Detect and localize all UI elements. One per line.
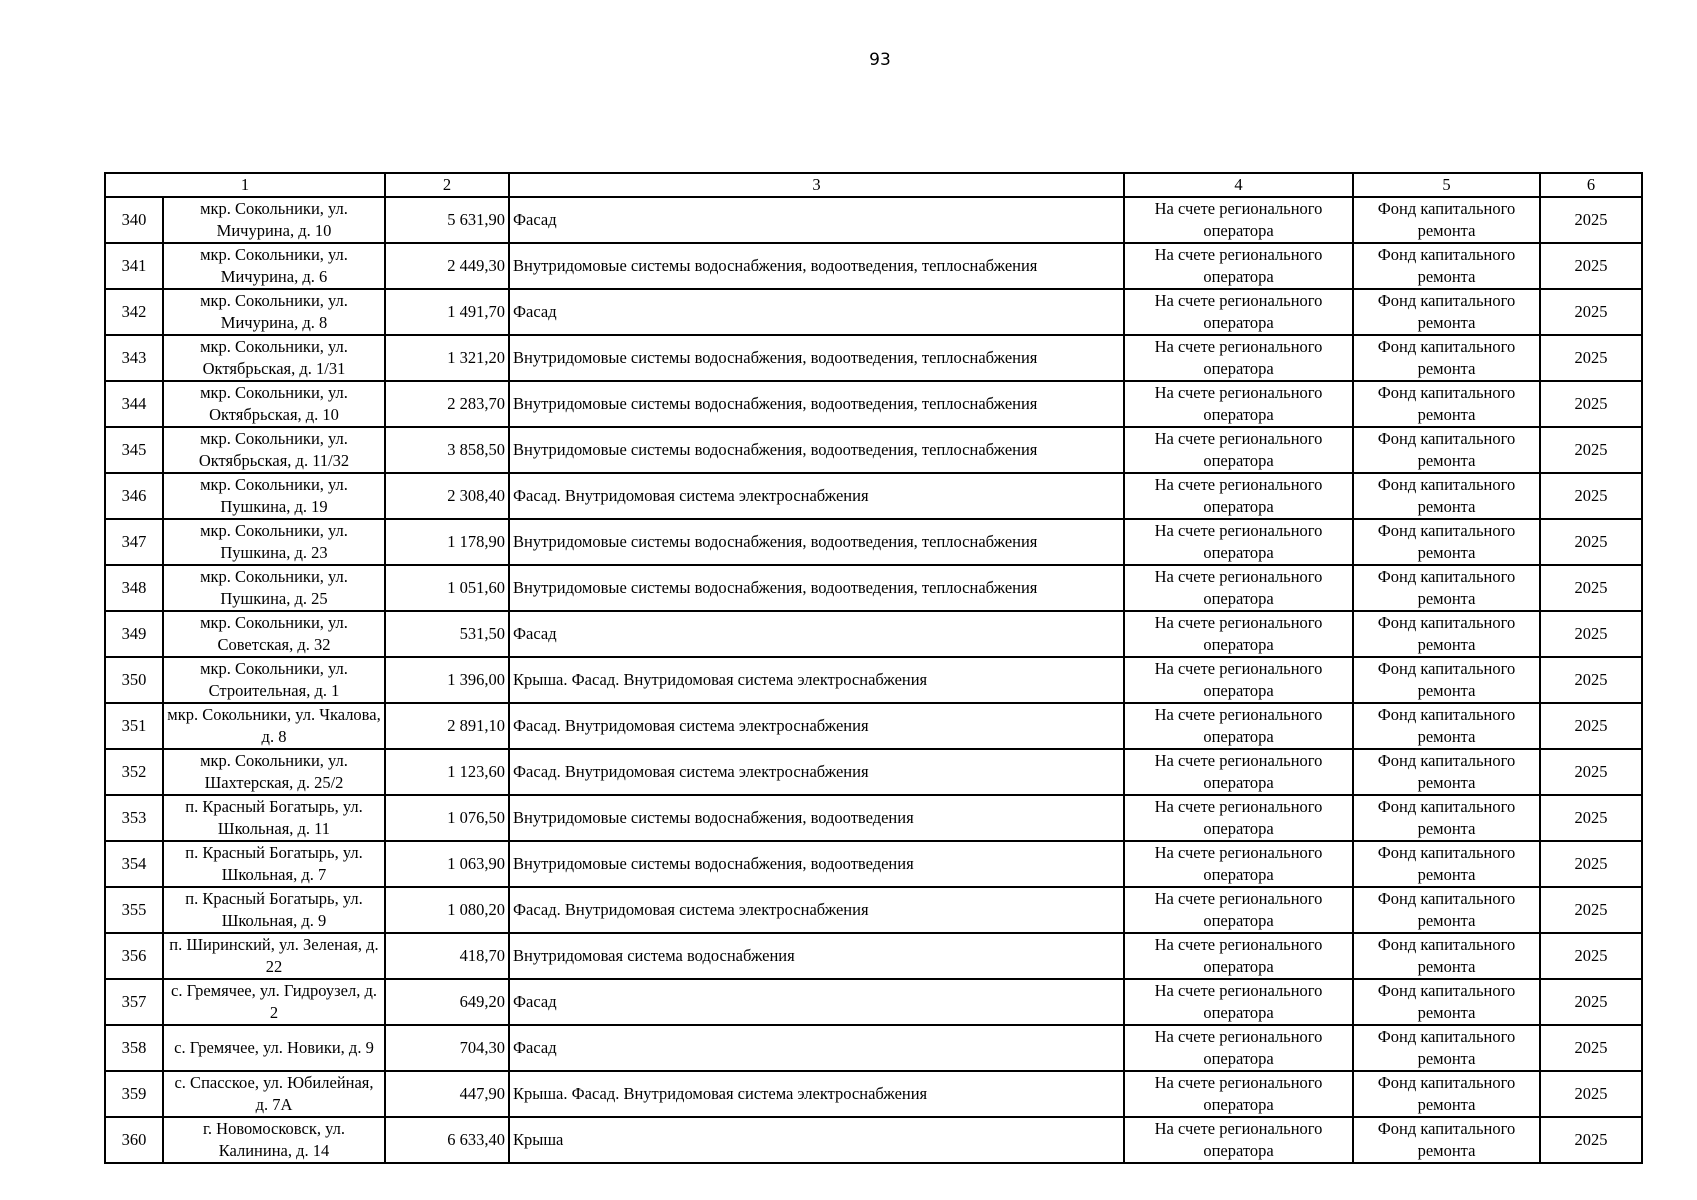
table-row	[105, 565, 1642, 611]
account-cell: На счете регионального оператора	[1124, 473, 1353, 519]
row-number: 358	[105, 1025, 163, 1071]
row-number: 347	[105, 519, 163, 565]
works-cell: Внутридомовые системы водоснабжения, водоотведения, теплоснабжения	[509, 519, 1124, 565]
page-number: 93	[869, 50, 891, 70]
account-cell: На счете регионального оператора	[1124, 749, 1353, 795]
address-cell: мкр. Сокольники, ул. Советская, д. 32	[163, 611, 385, 657]
table-row	[105, 335, 1642, 381]
works-cell: Внутридомовые системы водоснабжения, водоотведения, теплоснабжения	[509, 427, 1124, 473]
table-row	[105, 749, 1642, 795]
table-row	[105, 933, 1642, 979]
works-cell: Внутридомовые системы водоснабжения, водоотведения, теплоснабжения	[509, 381, 1124, 427]
funding-source-cell: Фонд капитального ремонта	[1353, 289, 1540, 335]
row-number: 349	[105, 611, 163, 657]
year-cell: 2025	[1540, 289, 1642, 335]
row-number: 356	[105, 933, 163, 979]
address-cell: с. Гремячее, ул. Гидроузел, д. 2	[163, 979, 385, 1025]
year-cell: 2025	[1540, 795, 1642, 841]
table-row	[105, 887, 1642, 933]
row-number: 354	[105, 841, 163, 887]
area-cell: 3 858,50	[385, 427, 509, 473]
funding-source-cell: Фонд капитального ремонта	[1353, 197, 1540, 243]
funding-source-cell: Фонд капитального ремонта	[1353, 381, 1540, 427]
address-cell: с. Гремячее, ул. Новики, д. 9	[163, 1025, 385, 1071]
funding-source-cell: Фонд капитального ремонта	[1353, 979, 1540, 1025]
year-cell: 2025	[1540, 243, 1642, 289]
area-cell: 447,90	[385, 1071, 509, 1117]
table-row	[105, 427, 1642, 473]
account-cell: На счете регионального оператора	[1124, 519, 1353, 565]
account-cell: На счете регионального оператора	[1124, 197, 1353, 243]
works-cell: Внутридомовые системы водоснабжения, водоотведения, теплоснабжения	[509, 335, 1124, 381]
table-row	[105, 243, 1642, 289]
funding-source-cell: Фонд капитального ремонта	[1353, 795, 1540, 841]
year-cell: 2025	[1540, 979, 1642, 1025]
row-number: 343	[105, 335, 163, 381]
header-cell-1: 1	[105, 173, 385, 197]
table-row	[105, 473, 1642, 519]
area-cell: 1 396,00	[385, 657, 509, 703]
funding-source-cell: Фонд капитального ремонта	[1353, 565, 1540, 611]
funding-source-cell: Фонд капитального ремонта	[1353, 1025, 1540, 1071]
funding-source-cell: Фонд капитального ремонта	[1353, 1071, 1540, 1117]
works-cell: Фасад	[509, 979, 1124, 1025]
address-cell: с. Спасское, ул. Юбилейная, д. 7А	[163, 1071, 385, 1117]
account-cell: На счете регионального оператора	[1124, 289, 1353, 335]
account-cell: На счете регионального оператора	[1124, 703, 1353, 749]
row-number: 357	[105, 979, 163, 1025]
area-cell: 5 631,90	[385, 197, 509, 243]
row-number: 353	[105, 795, 163, 841]
funding-source-cell: Фонд капитального ремонта	[1353, 611, 1540, 657]
row-number: 350	[105, 657, 163, 703]
works-cell: Крыша. Фасад. Внутридомовая система электроснабжения	[509, 1071, 1124, 1117]
works-cell: Крыша	[509, 1117, 1124, 1163]
table-row	[105, 289, 1642, 335]
address-cell: п. Красный Богатырь, ул. Школьная, д. 9	[163, 887, 385, 933]
address-cell: п. Красный Богатырь, ул. Школьная, д. 7	[163, 841, 385, 887]
table-header-row	[105, 173, 1642, 197]
funding-source-cell: Фонд капитального ремонта	[1353, 841, 1540, 887]
table-row	[105, 1025, 1642, 1071]
year-cell: 2025	[1540, 657, 1642, 703]
address-cell: п. Ширинский, ул. Зеленая, д. 22	[163, 933, 385, 979]
year-cell: 2025	[1540, 565, 1642, 611]
funding-source-cell: Фонд капитального ремонта	[1353, 657, 1540, 703]
table-row	[105, 1071, 1642, 1117]
year-cell: 2025	[1540, 841, 1642, 887]
address-cell: мкр. Сокольники, ул. Мичурина, д. 8	[163, 289, 385, 335]
works-cell: Фасад	[509, 1025, 1124, 1071]
funding-source-cell: Фонд капитального ремонта	[1353, 335, 1540, 381]
address-cell: мкр. Сокольники, ул. Чкалова, д. 8	[163, 703, 385, 749]
row-number: 360	[105, 1117, 163, 1163]
address-cell: п. Красный Богатырь, ул. Школьная, д. 11	[163, 795, 385, 841]
header-cell-3: 3	[509, 173, 1124, 197]
area-cell: 1 123,60	[385, 749, 509, 795]
area-cell: 531,50	[385, 611, 509, 657]
year-cell: 2025	[1540, 473, 1642, 519]
row-number: 355	[105, 887, 163, 933]
area-cell: 1 178,90	[385, 519, 509, 565]
table-row	[105, 795, 1642, 841]
year-cell: 2025	[1540, 335, 1642, 381]
address-cell: мкр. Сокольники, ул. Мичурина, д. 6	[163, 243, 385, 289]
account-cell: На счете регионального оператора	[1124, 1117, 1353, 1163]
works-cell: Фасад	[509, 611, 1124, 657]
table-row	[105, 841, 1642, 887]
table-row	[105, 979, 1642, 1025]
area-cell: 1 080,20	[385, 887, 509, 933]
year-cell: 2025	[1540, 1025, 1642, 1071]
funding-source-cell: Фонд капитального ремонта	[1353, 473, 1540, 519]
funding-source-cell: Фонд капитального ремонта	[1353, 703, 1540, 749]
area-cell: 418,70	[385, 933, 509, 979]
address-cell: г. Новомосковск, ул. Калинина, д. 14	[163, 1117, 385, 1163]
table-row	[105, 611, 1642, 657]
works-cell: Внутридомовые системы водоснабжения, водоотведения, теплоснабжения	[509, 565, 1124, 611]
row-number: 341	[105, 243, 163, 289]
works-cell: Внутридомовые системы водоснабжения, водоотведения	[509, 841, 1124, 887]
row-number: 346	[105, 473, 163, 519]
funding-source-cell: Фонд капитального ремонта	[1353, 243, 1540, 289]
header-cell-6: 6	[1540, 173, 1642, 197]
funding-source-cell: Фонд капитального ремонта	[1353, 887, 1540, 933]
area-cell: 1 051,60	[385, 565, 509, 611]
works-cell: Фасад	[509, 289, 1124, 335]
funding-source-cell: Фонд капитального ремонта	[1353, 519, 1540, 565]
address-cell: мкр. Сокольники, ул. Строительная, д. 1	[163, 657, 385, 703]
year-cell: 2025	[1540, 1071, 1642, 1117]
table-row	[105, 703, 1642, 749]
address-cell: мкр. Сокольники, ул. Пушкина, д. 23	[163, 519, 385, 565]
works-cell: Крыша. Фасад. Внутридомовая система электроснабжения	[509, 657, 1124, 703]
row-number: 340	[105, 197, 163, 243]
year-cell: 2025	[1540, 749, 1642, 795]
address-cell: мкр. Сокольники, ул. Пушкина, д. 25	[163, 565, 385, 611]
year-cell: 2025	[1540, 933, 1642, 979]
table-row	[105, 197, 1642, 243]
works-cell: Внутридомовые системы водоснабжения, водоотведения	[509, 795, 1124, 841]
header-cell-5: 5	[1353, 173, 1540, 197]
header-cell-4: 4	[1124, 173, 1353, 197]
table-body	[105, 173, 1642, 1163]
funding-source-cell: Фонд капитального ремонта	[1353, 933, 1540, 979]
funding-source-cell: Фонд капитального ремонта	[1353, 1117, 1540, 1163]
address-cell: мкр. Сокольники, ул. Мичурина, д. 10	[163, 197, 385, 243]
funding-source-cell: Фонд капитального ремонта	[1353, 749, 1540, 795]
area-cell: 2 449,30	[385, 243, 509, 289]
row-number: 348	[105, 565, 163, 611]
account-cell: На счете регионального оператора	[1124, 887, 1353, 933]
year-cell: 2025	[1540, 703, 1642, 749]
account-cell: На счете регионального оператора	[1124, 795, 1353, 841]
account-cell: На счете регионального оператора	[1124, 243, 1353, 289]
area-cell: 6 633,40	[385, 1117, 509, 1163]
year-cell: 2025	[1540, 197, 1642, 243]
row-number: 352	[105, 749, 163, 795]
year-cell: 2025	[1540, 887, 1642, 933]
row-number: 344	[105, 381, 163, 427]
account-cell: На счете регионального оператора	[1124, 657, 1353, 703]
works-cell: Внутридомовая система водоснабжения	[509, 933, 1124, 979]
area-cell: 1 321,20	[385, 335, 509, 381]
account-cell: На счете регионального оператора	[1124, 611, 1353, 657]
account-cell: На счете регионального оператора	[1124, 381, 1353, 427]
address-cell: мкр. Сокольники, ул. Пушкина, д. 19	[163, 473, 385, 519]
row-number: 351	[105, 703, 163, 749]
year-cell: 2025	[1540, 381, 1642, 427]
area-cell: 1 063,90	[385, 841, 509, 887]
area-cell: 1 076,50	[385, 795, 509, 841]
header-cell-2: 2	[385, 173, 509, 197]
table-row	[105, 381, 1642, 427]
area-cell: 649,20	[385, 979, 509, 1025]
row-number: 359	[105, 1071, 163, 1117]
account-cell: На счете регионального оператора	[1124, 841, 1353, 887]
address-cell: мкр. Сокольники, ул. Октябрьская, д. 1/31	[163, 335, 385, 381]
works-cell: Фасад	[509, 197, 1124, 243]
area-cell: 704,30	[385, 1025, 509, 1071]
row-number: 345	[105, 427, 163, 473]
address-cell: мкр. Сокольники, ул. Октябрьская, д. 10	[163, 381, 385, 427]
account-cell: На счете регионального оператора	[1124, 335, 1353, 381]
year-cell: 2025	[1540, 611, 1642, 657]
capital-repair-table	[104, 172, 1643, 1164]
account-cell: На счете регионального оператора	[1124, 1071, 1353, 1117]
address-cell: мкр. Сокольники, ул. Октябрьская, д. 11/32	[163, 427, 385, 473]
account-cell: На счете регионального оператора	[1124, 933, 1353, 979]
year-cell: 2025	[1540, 1117, 1642, 1163]
works-cell: Фасад. Внутридомовая система электроснабжения	[509, 473, 1124, 519]
works-cell: Фасад. Внутридомовая система электроснабжения	[509, 887, 1124, 933]
table-row	[105, 657, 1642, 703]
works-cell: Фасад. Внутридомовая система электроснабжения	[509, 703, 1124, 749]
year-cell: 2025	[1540, 427, 1642, 473]
table-row	[105, 1117, 1642, 1163]
address-cell: мкр. Сокольники, ул. Шахтерская, д. 25/2	[163, 749, 385, 795]
year-cell: 2025	[1540, 519, 1642, 565]
account-cell: На счете регионального оператора	[1124, 979, 1353, 1025]
area-cell: 1 491,70	[385, 289, 509, 335]
account-cell: На счете регионального оператора	[1124, 427, 1353, 473]
account-cell: На счете регионального оператора	[1124, 1025, 1353, 1071]
works-cell: Фасад. Внутридомовая система электроснабжения	[509, 749, 1124, 795]
row-number: 342	[105, 289, 163, 335]
works-cell: Внутридомовые системы водоснабжения, водоотведения, теплоснабжения	[509, 243, 1124, 289]
funding-source-cell: Фонд капитального ремонта	[1353, 427, 1540, 473]
account-cell: На счете регионального оператора	[1124, 565, 1353, 611]
area-cell: 2 308,40	[385, 473, 509, 519]
area-cell: 2 891,10	[385, 703, 509, 749]
area-cell: 2 283,70	[385, 381, 509, 427]
table-row	[105, 519, 1642, 565]
